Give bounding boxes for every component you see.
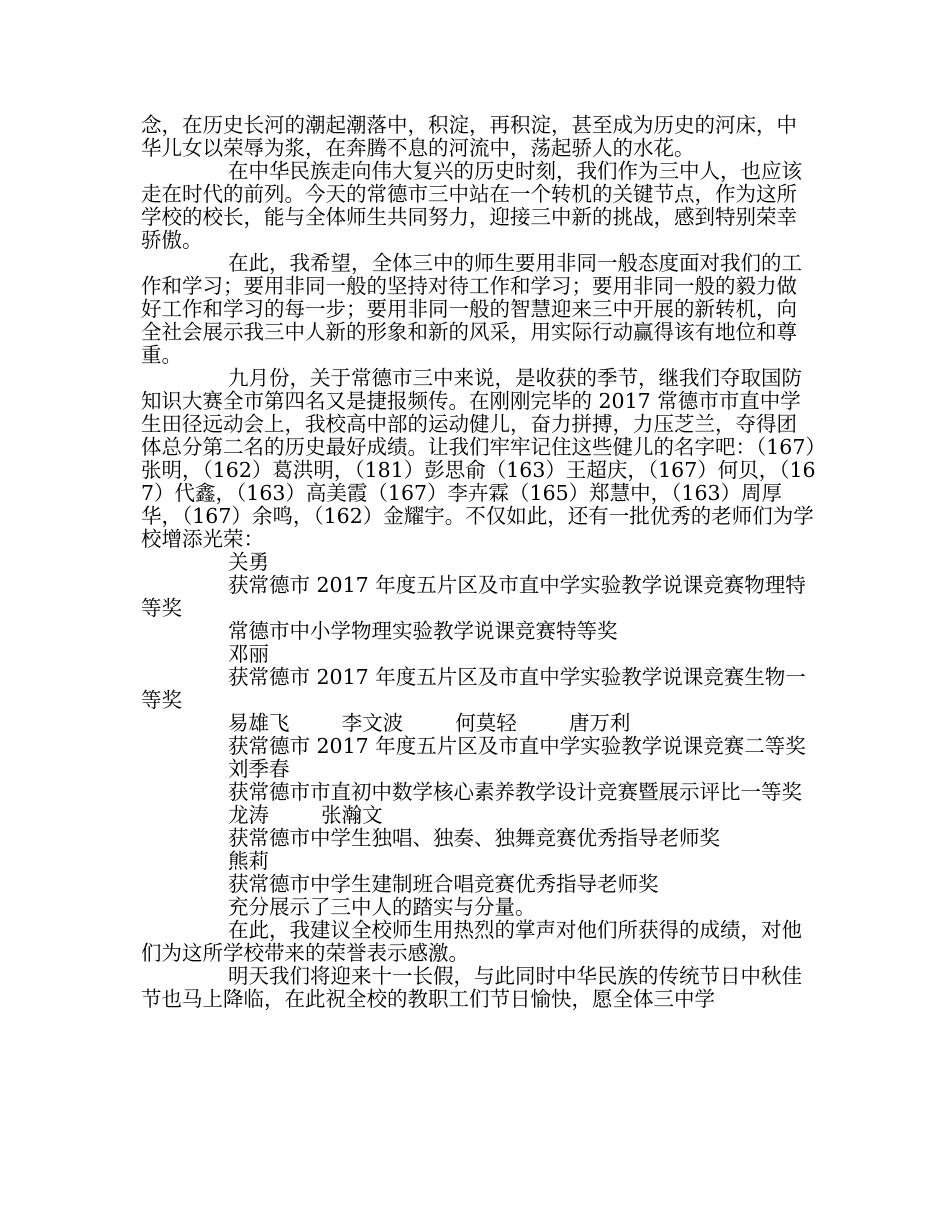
award-description: 常德市中小学物理实验教学说课竞赛特等奖	[228, 619, 618, 643]
award-teacher-name: 刘季春	[228, 757, 290, 781]
document-page	[141, 114, 817, 1011]
paragraph-holiday: 明天我们将迎来十一长假，与此同时中华民族的传统节日中秋佳节也马上降临，在此祝全校的教职工们节日愉快，愿全体三中学	[141, 964, 802, 1011]
paragraph-applause: 在此，我建议全校师生用热烈的掌声对他们所获得的成绩，对他们为这所学校带来的荣誉表示感激。	[141, 918, 802, 965]
award-description: 获常德市中学生独唱、独奏、独舞竞赛优秀指导老师奖	[228, 826, 720, 850]
paragraph-hope: 在此，我希望，全体三中的师生要用非同一般态度面对我们的工作和学习；要用非同一般的坚持对待工作和学习；要用非同一般的毅力做好工作和学习的每一步；要用非同一般的智慧迎来三中开展的新转机，向全社会展示我三中人新的形象和新的风采，用实际行动赢得该有地位和尊重。	[141, 251, 802, 367]
award-teacher-name: 熊莉	[228, 849, 269, 873]
award-teacher-name: 关勇	[228, 550, 269, 574]
award-teacher-names: 易雄飞 李文波 何莫轻 唐万利	[228, 711, 631, 735]
award-description: 获常德市 2017 年度五片区及市直中学实验教学说课竞赛二等奖	[228, 734, 806, 758]
award-description: 获常德市中学生建制班合唱竞赛优秀指导老师奖	[228, 872, 659, 896]
award-description: 获常德市市直初中数学核心素养教学设计竞赛暨展示评比一等奖	[228, 780, 802, 804]
paragraph-revival: 在中华民族走向伟大复兴的历史时刻，我们作为三中人，也应该走在时代的前列。今天的常德市三中站在一个转机的关键节点，作为这所学校的校长，能与全体师生共同努力，迎接三中新的挑战，感到特别荣幸骄傲。	[141, 159, 802, 252]
award-teacher-names: 龙涛 张瀚文	[228, 803, 383, 827]
paragraph-september: 九月份，关于常德市三中来说，是收获的季节，继我们夺取国防知识大赛全市第四名又是捷报频传。在刚刚完毕的 2017 常德市市直中学生田径远动会上，我校高中部的运动健儿，奋力拼搏，力压芝兰，夺得团体总分第二名的历史最好成绩。让我们牢牢记住这些健儿的名字吧：（167）张明，（162）葛洪明，（181）彭思俞（163）王超庆，（167）何贝，（167）代鑫，（163）高美霞（167）李卉霖（165）郑慧中，（163）周厚华，（167）余鸣，（162）金耀宇。不仅如此，还有一批优秀的老师们为学校增添光荣：	[141, 366, 816, 551]
award-description: 获常德市 2017 年度五片区及市直中学实验教学说课竞赛物理特等奖	[141, 573, 806, 620]
award-teacher-name: 邓丽	[228, 642, 269, 666]
paragraph-summary: 充分展示了三中人的踏实与分量。	[228, 895, 536, 919]
award-description: 获常德市 2017 年度五片区及市直中学实验教学说课竞赛生物一等奖	[141, 665, 806, 712]
paragraph-continuation: 念，在历史长河的潮起潮落中，积淀，再积淀，甚至成为历史的河床，中华儿女以荣辱为浆，在奔腾不息的河流中，荡起骄人的水花。	[141, 113, 797, 160]
